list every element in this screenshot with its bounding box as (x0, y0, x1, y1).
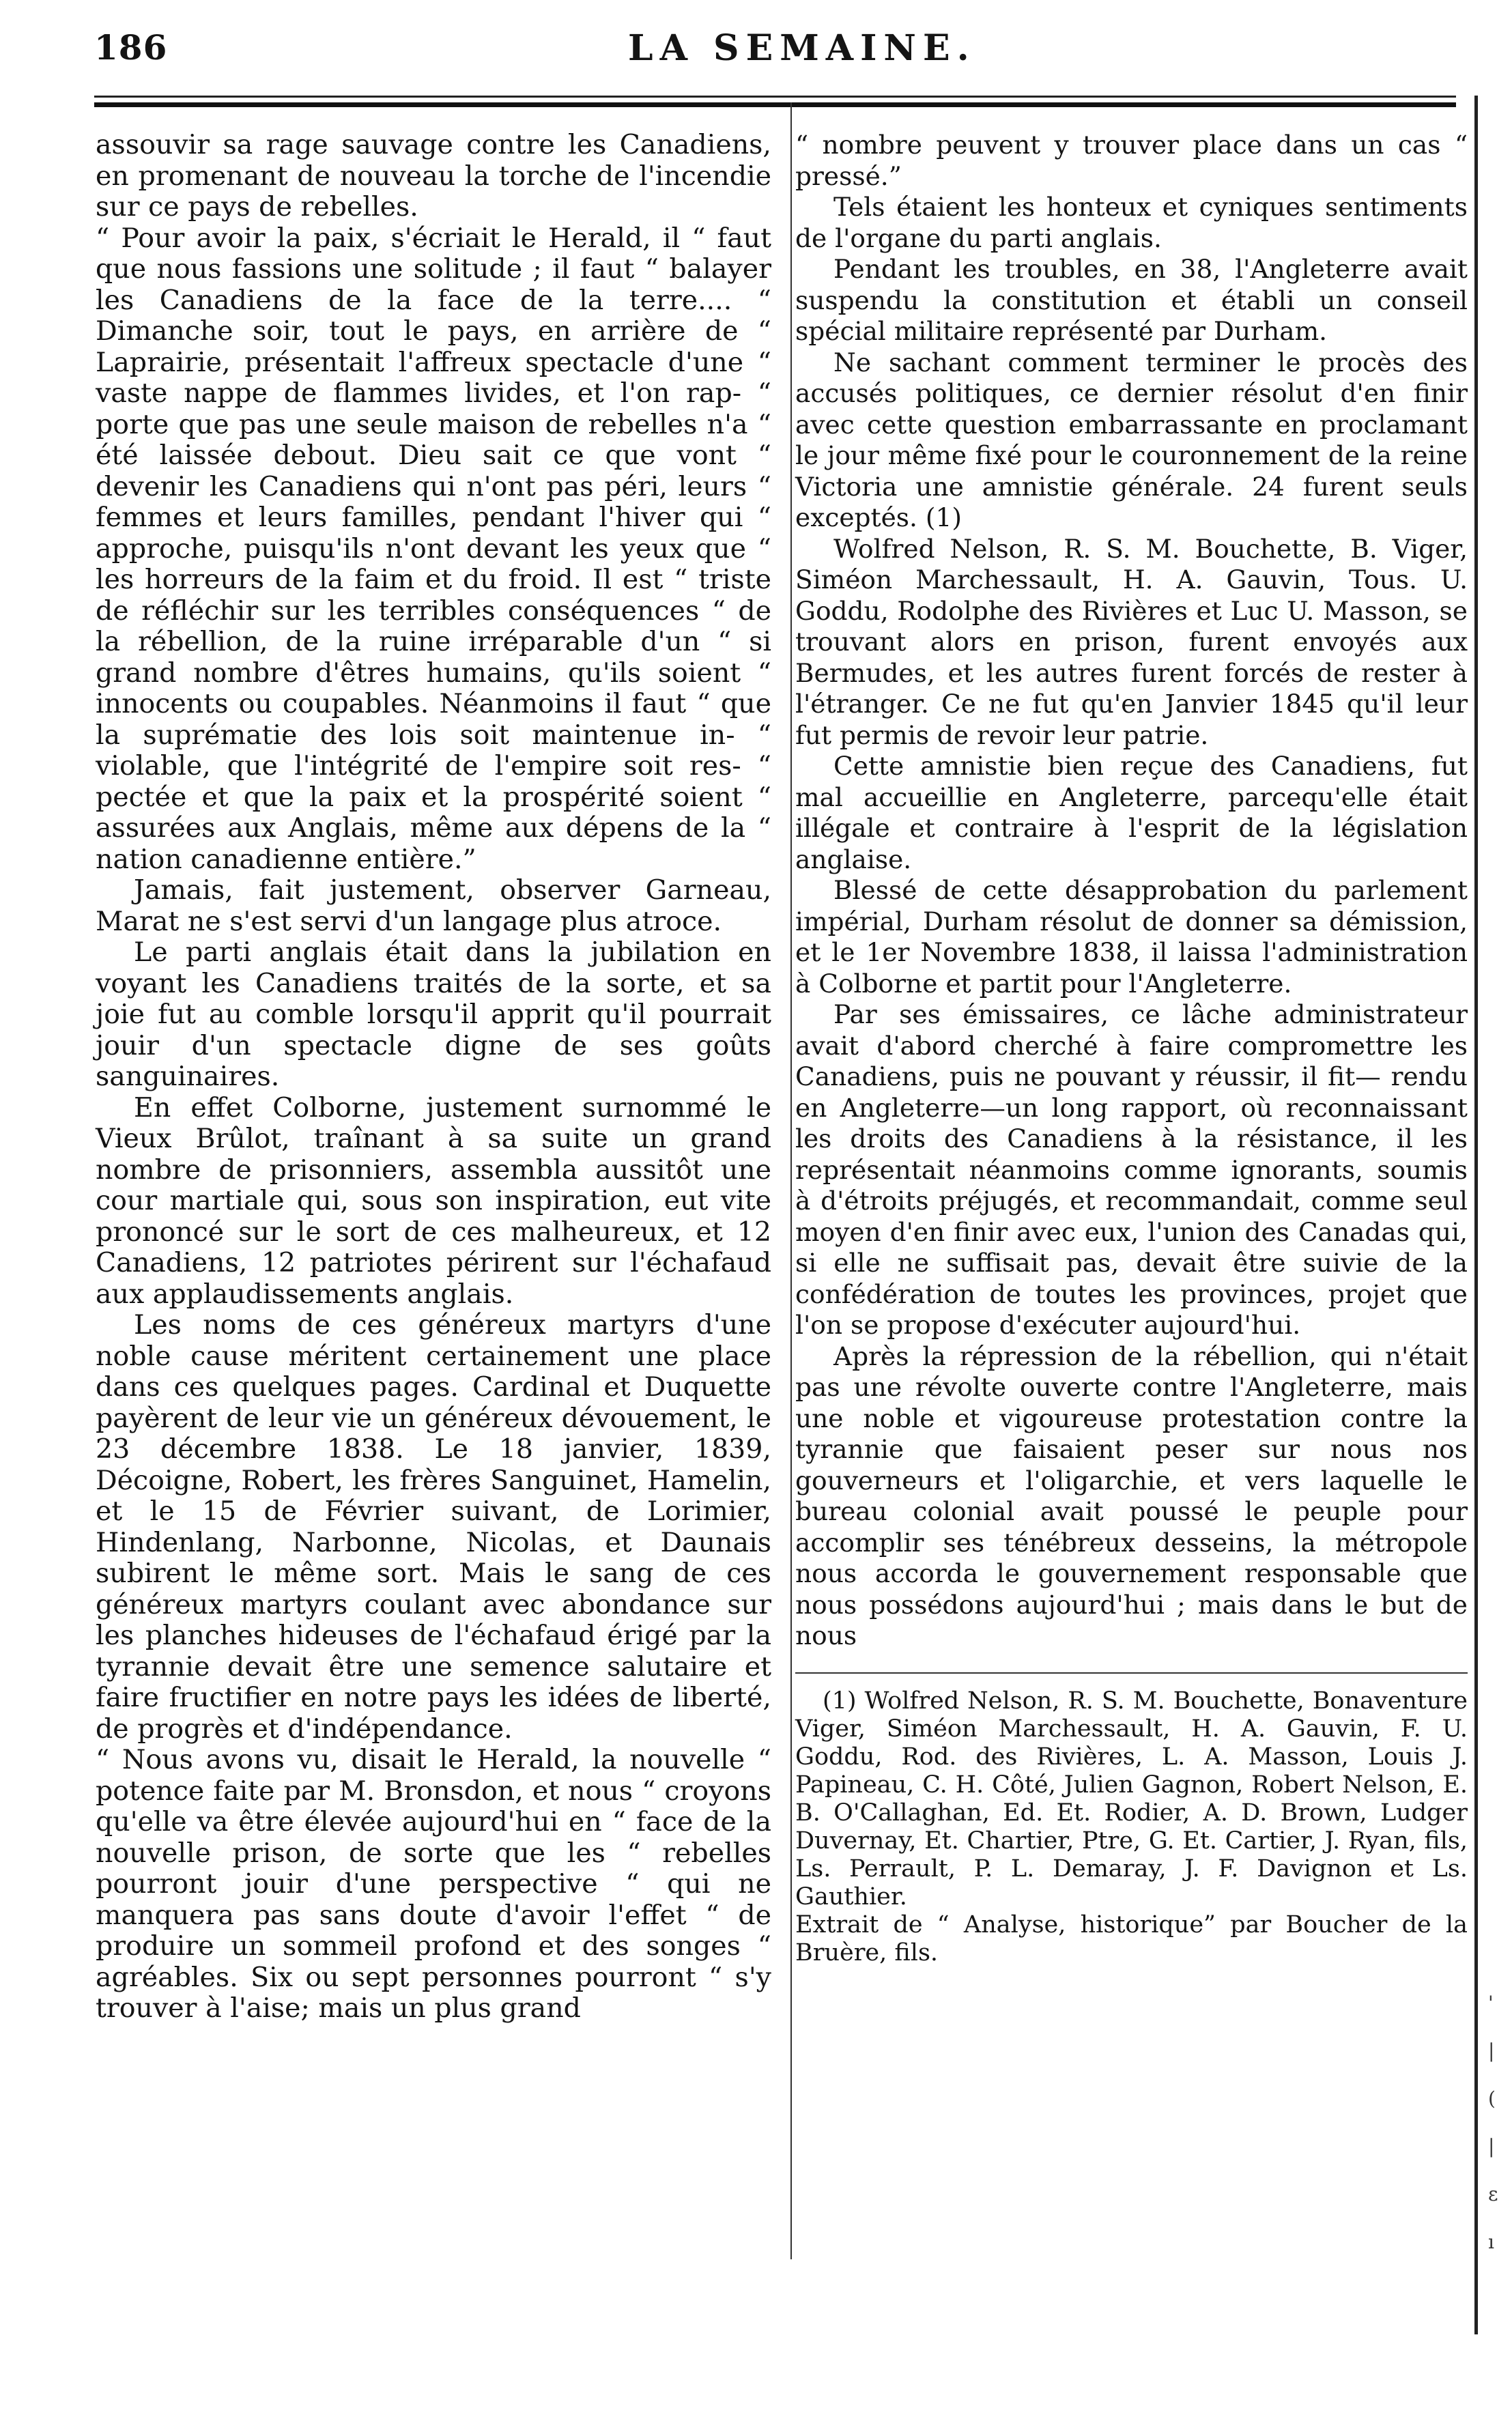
left-column (96, 130, 771, 2025)
footnote: (1) Wolfred Nelson, R. S. M. Bouchette, Bonaventure Viger, Siméon Marchessault, H. A. Gauvin, F. U. Goddu, Rod. des Rivières, L. A. Masson, Louis J. Papineau, C. H. Côté, Julien Gagnon, Robert Nelson, E. B. O'Callaghan, Ed. Et. Rodier, A. D. Brown, Ludger Duvernay, Et. Chartier, Ptre, G. Et. Cartier, J. Ryan, fils, Ls. Perrault, P. L. Demaray, J. F. Davignon et Ls. Gauthier. (795, 1687, 1468, 1911)
quote-herald-1: “ Pour avoir la paix, s'écriait le Herald, il “ faut que nous fassions une solitude ; il faut “ balayer les Canadiens de la face de la terre.... “ Dimanche soir, tout le pays, en arrière de “ Laprairie, présentait l'affreux spectacle d'une “ vaste nappe de flammes livides, et l'on rap- “ porte que pas une seule maison de rebelles n'a “ été laissée debout. Dieu sait ce que vont “ devenir les Canadiens qui n'ont pas péri, leurs “ femmes et leurs familles, pendant l'hiver qui “ approche, puisqu'ils n'ont devant les yeux que “ les horreurs de la faim et du froid. Il est “ triste de réfléchir sur les terribles conséquences “ de la rébellion, de la ruine irréparable d'un “ si grand nombre d'êtres humains, qu'ils soient “ innocents ou coupables. Néanmoins il faut “ que la suprématie des lois soit maintenue in- “ violable, que l'intégrité de l'empire soit res- “ pectée et que la paix et la prospérité soient “ assurées aux Anglais, même aux dépens de la “ nation canadienne entière.” (96, 222, 771, 875)
paragraph: Jamais, fait justement, observer Garneau, Marat ne s'est servi d'un langage plus atroce. (96, 874, 771, 937)
paragraph: Pendant les troubles, en 38, l'Angleterre avait suspendu la constitution et établi un conseil spécial militaire représenté par Durham. (795, 254, 1468, 346)
footnote-rule (795, 1672, 1468, 1674)
running-title: LA SEMAINE. (628, 27, 976, 69)
quote-herald-2: “ Nous avons vu, disait le Herald, la nouvelle “ potence faite par M. Bronsdon, et nous “ croyons qu'elle va être élevée aujourd'hui en “ face de la nouvelle prison, de sorte que les “ rebelles pourront jouir d'une perspective “ qui ne manquera pas sans doute d'avoir l'effet “ de produire un sommeil profond et des songes “ agréables. Six ou sept personnes pourront “ s'y trouver à l'aise; mais un plus grand (96, 1744, 771, 2024)
paragraph: assouvir sa rage sauvage contre les Canadiens, en promenant de nouveau la torche de l'incendie sur ce pays de rebelles. (96, 129, 771, 223)
paragraph: Tels étaient les honteux et cyniques sentiments de l'organe du parti anglais. (795, 192, 1468, 253)
header-rule-thin (94, 96, 1456, 98)
paragraph: En effet Colborne, justement surnommé le Vieux Brûlot, traînant à sa suite un grand nombre de prisonniers, assembla aussitôt une cour martiale qui, sous son inspiration, eut vite prononcé sur le sort de ces malheureux, et 12 Canadiens, 12 patriotes périrent sur l'échafaud aux applaudissements anglais. (96, 1091, 771, 1310)
page-number: 186 (94, 27, 168, 68)
page-edge-rule (1474, 96, 1478, 2334)
paragraph: Le parti anglais était dans la jubilation en voyant les Canadiens traités de la sorte, et sa joie fut au comble lorsqu'il apprit qu'il pourrait jouir d'un spectacle digne de ses goûts sanguinaires. (96, 936, 771, 1092)
paragraph: Wolfred Nelson, R. S. M. Bouchette, B. Viger, Siméon Marchessault, H. A. Gauvin, Tous. U. Goddu, Rodolphe des Rivières et Luc U. Masson, se trouvant alors en prison, furent envoyés aux Bermudes, et les autres furent forcés de rester à l'étranger. Ce ne fut qu'en Janvier 1845 qu'il leur fut permis de revoir leur patrie. (795, 533, 1468, 750)
paragraph: Après la répression de la rébellion, qui n'était pas une révolte ouverte contre l'Angleterre, mais une noble et vigoureuse protestation contre la tyrannie que faisaient peser sur nous nos gouverneurs et l'oligarchie, et vers laquelle le bureau colonial avait poussé le peuple pour accomplir ses ténébreux desseins, la métropole nous accorda le gouvernement responsable que nous possédons aujourd'hui ; mais dans le but de nous (795, 1341, 1468, 1650)
column-separator (790, 102, 792, 2259)
paragraph: “ nombre peuvent y trouver place dans un cas “ pressé.” (795, 130, 1468, 191)
header-rule-thick (94, 102, 1456, 107)
footnote-source: Extrait de “ Analyse, historique” par Boucher de la Bruère, fils. (795, 1911, 1468, 1966)
paragraph: Les noms de ces généreux martyrs d'une noble cause méritent certainement une place dans ces quelques pages. Cardinal et Duquette payèrent de leur vie un généreux dévouement, le 23 décembre 1838. Le 18 janvier, 1839, Décoigne, Robert, les frères Sanguinet, Hamelin, et le 15 de Février suivant, de Lorimier, Hindenlang, Narbonne, Nicolas, et Daunais subirent le même sort. Mais le sang de ces généreux martyrs coulant avec abondance sur les planches hideuses de l'échafaud érigé par la tyrannie devait être une semence salutaire et faire fructifier en notre pays les idées de liberté, de progrès et d'indépendance. (96, 1309, 771, 1745)
margin-marks: ' | ( | ɛ ı (1488, 1992, 1498, 2253)
paragraph: Cette amnistie bien reçue des Canadiens, fut mal accueillie en Angleterre, parcequ'elle était illégale et contraire à l'esprit de la législation anglaise. (795, 751, 1468, 874)
right-column (795, 130, 1468, 1967)
paragraph: Par ses émissaires, ce lâche administrateur avait d'abord cherché à faire compromettre les Canadiens, puis ne pouvant y réussir, il fit— rendu en Angleterre—un long rapport, où reconnaissant les droits des Canadiens à la résistance, il les représentait néanmoins comme ignorants, soumis à d'étroits préjugés, et recommandait, comme seul moyen d'en finir avec eux, l'union des Canadas qui, si elle ne suffisait pas, devait être suivie de la confédération de toutes les provinces, projet que l'on se propose d'exécuter aujourd'hui. (795, 999, 1468, 1340)
paragraph: Blessé de cette désapprobation du parlement impérial, Durham résolut de donner sa démission, et le 1er Novembre 1838, il laissa l'administration à Colborne et partit pour l'Angleterre. (795, 875, 1468, 999)
footnotes (795, 1687, 1468, 1967)
paragraph: Ne sachant comment terminer le procès des accusés politiques, ce dernier résolut d'en finir avec cette question embarrassante en proclamant le jour même fixé pour le couronnement de la reine Victoria une amnistie générale. 24 furent seuls exceptés. (1) (795, 347, 1468, 532)
